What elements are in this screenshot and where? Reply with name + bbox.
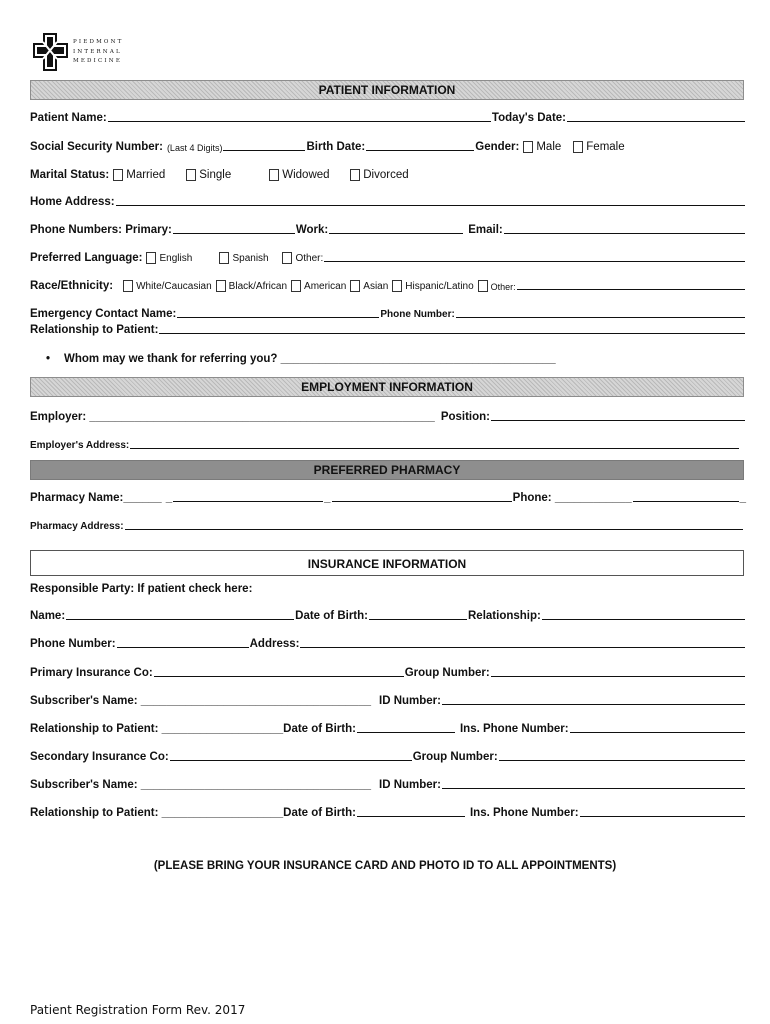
id-number-field[interactable] <box>442 703 745 705</box>
secondary-insurance-field[interactable] <box>170 759 412 761</box>
black-label: Black/African <box>228 281 288 292</box>
section-insurance-information <box>30 550 744 576</box>
ins-phone-2-label: Ins. Phone Number: <box>469 807 579 819</box>
american-checkbox[interactable] <box>291 280 301 292</box>
relationship-to-patient-2-label: Relationship to Patient: ___________________ <box>30 807 284 819</box>
form-footer: Patient Registration Form Rev. 2017 <box>30 1003 246 1017</box>
subscriber-dob-label: Date of Birth: <box>283 723 356 735</box>
primary-insurance-row <box>30 661 746 679</box>
race-ethnicity-label: Race/Ethnicity: <box>30 280 114 292</box>
emergency-phone-label: Phone Number: <box>380 309 455 320</box>
relationship-to-patient-2-row <box>30 801 746 819</box>
secondary-insurance-label: Secondary Insurance Co: <box>30 751 169 763</box>
emergency-contact-label: Emergency Contact Name: <box>30 308 177 320</box>
marital-status-row <box>30 163 746 181</box>
american-label: American <box>304 281 347 292</box>
race-other-label: Other: <box>490 282 516 292</box>
preferred-language-row <box>30 246 746 264</box>
responsible-phone-row <box>30 632 746 650</box>
responsible-relationship-field[interactable] <box>542 618 745 620</box>
id-number-2-field[interactable] <box>442 787 745 789</box>
subscriber-2-row <box>30 773 746 791</box>
birth-date-label: Birth Date: <box>306 141 366 153</box>
gender-female-checkbox[interactable] <box>573 141 583 153</box>
primary-phone-label: Phone Numbers: Primary: <box>30 224 172 236</box>
marital-status-label: Marital Status: <box>30 169 110 181</box>
gender-male-label: Male <box>536 141 562 153</box>
section-title: INSURANCE INFORMATION <box>307 557 467 571</box>
responsible-name-label: Name: <box>30 610 66 622</box>
white-label: White/Caucasian <box>136 281 212 292</box>
referral-label: Whom may we thank for referring you? ___________________________________________ <box>64 353 556 365</box>
divorced-checkbox[interactable] <box>350 169 360 181</box>
section-preferred-pharmacy <box>30 460 744 480</box>
id-number-label: ID Number: <box>379 695 441 707</box>
ssn-label: Social Security Number: <box>30 141 163 153</box>
married-checkbox[interactable] <box>113 169 123 181</box>
pharmacy-phone-label: Phone: ___________ <box>512 492 626 504</box>
relationship-field[interactable] <box>159 332 745 334</box>
birth-date-field[interactable] <box>366 149 474 151</box>
responsible-dob-label: Date of Birth: <box>295 610 368 622</box>
other-language-field[interactable] <box>324 260 745 262</box>
pharmacy-name-field-2[interactable] <box>332 500 512 502</box>
spanish-label: Spanish <box>232 253 269 264</box>
spanish-checkbox[interactable] <box>219 252 229 264</box>
employer-address-field[interactable] <box>130 447 739 449</box>
ssn-field[interactable] <box>223 149 305 151</box>
pharmacy-name-separator: _ <box>165 492 173 504</box>
widowed-label: Widowed <box>282 169 330 181</box>
todays-date-field[interactable] <box>567 120 745 122</box>
single-label: Single <box>199 169 232 181</box>
section-title: EMPLOYMENT INFORMATION <box>301 380 473 394</box>
section-title: PREFERRED PHARMACY <box>313 463 461 477</box>
employer-address-row <box>30 433 740 451</box>
position-field[interactable] <box>491 419 745 421</box>
divorced-label: Divorced <box>363 169 409 181</box>
pharmacy-name-row <box>30 486 746 504</box>
english-checkbox[interactable] <box>146 252 156 264</box>
work-phone-field[interactable] <box>329 232 463 234</box>
employer-address-label: Employer's Address: <box>30 440 130 451</box>
clinic-logo-text: PIEDMONT INTERNAL MEDICINE <box>73 39 124 64</box>
race-ethnicity-row <box>30 274 746 292</box>
gender-female-label: Female <box>586 141 625 153</box>
phone-numbers-row <box>30 218 746 236</box>
preferred-language-label: Preferred Language: <box>30 252 143 264</box>
pharmacy-address-field[interactable] <box>125 528 743 530</box>
race-other-checkbox[interactable] <box>478 280 488 292</box>
primary-insurance-label: Primary Insurance Co: <box>30 667 153 679</box>
race-other-field[interactable] <box>517 288 745 290</box>
subscriber-dob-field[interactable] <box>357 731 455 733</box>
group-number-label: Group Number: <box>404 667 490 679</box>
ins-phone-label: Ins. Phone Number: <box>459 723 569 735</box>
work-phone-label: Work: <box>295 224 329 236</box>
responsible-address-field[interactable] <box>300 646 745 648</box>
responsible-party-row <box>30 577 746 595</box>
employer-row <box>30 405 746 423</box>
responsible-address-label: Address: <box>249 638 300 650</box>
home-address-row <box>30 190 746 208</box>
patient-name-row <box>30 106 746 124</box>
home-address-field[interactable] <box>116 204 745 206</box>
ins-phone-field[interactable] <box>570 731 745 733</box>
ins-phone-2-field[interactable] <box>580 815 745 817</box>
relationship-to-patient-row <box>30 717 746 735</box>
subscriber-name-label: Subscriber's Name: ____________________________________ <box>30 695 371 707</box>
todays-date-label: Today's Date: <box>491 112 566 124</box>
responsible-relationship-label: Relationship: <box>468 610 541 622</box>
white-checkbox[interactable] <box>123 280 133 292</box>
responsible-name-field[interactable] <box>66 618 294 620</box>
position-label: Position: <box>440 411 491 423</box>
other-language-label: Other: <box>295 253 324 264</box>
referral-row <box>46 347 746 365</box>
other-language-checkbox[interactable] <box>282 252 292 264</box>
english-label: English <box>159 253 193 264</box>
pharmacy-phone-end: _ <box>739 492 746 504</box>
pharmacy-name-label: Pharmacy Name:______ <box>30 492 162 504</box>
gender-male-checkbox[interactable] <box>523 141 533 153</box>
home-address-label: Home Address: <box>30 196 115 208</box>
married-label: Married <box>126 169 166 181</box>
widowed-checkbox[interactable] <box>269 169 279 181</box>
pharmacy-name-field[interactable] <box>173 500 323 502</box>
secondary-insurance-row <box>30 745 746 763</box>
responsible-phone-label: Phone Number: <box>30 638 116 650</box>
pharmacy-phone-separator: _ <box>625 492 632 504</box>
hispanic-label: Hispanic/Latino <box>405 281 474 292</box>
patient-name-label: Patient Name: <box>30 112 107 124</box>
subscriber-2-dob-field[interactable] <box>357 815 465 817</box>
responsible-dob-field[interactable] <box>369 618 467 620</box>
asian-label: Asian <box>363 281 389 292</box>
responsible-phone-field[interactable] <box>117 646 249 648</box>
id-number-2-label: ID Number: <box>379 779 441 791</box>
group-number-2-field[interactable] <box>499 759 745 761</box>
relationship-label: Relationship to Patient: <box>30 324 159 336</box>
responsible-name-row <box>30 604 746 622</box>
patient-name-field[interactable] <box>108 120 491 122</box>
section-employment-information <box>30 377 744 397</box>
gender-label: Gender: <box>475 141 520 153</box>
ssn-row <box>30 135 746 153</box>
relationship-to-patient-label: Relationship to Patient: ___________________ <box>30 723 284 735</box>
pharmacy-address-label: Pharmacy Address: <box>30 521 124 532</box>
subscriber-2-name-label: Subscriber's Name: ____________________________________ <box>30 779 371 791</box>
relationship-row <box>30 318 746 336</box>
pharmacy-name-separator-2: _ <box>324 492 331 504</box>
employer-label: Employer: ______________________________________________________ <box>30 411 435 423</box>
group-number-2-label: Group Number: <box>412 751 498 763</box>
primary-insurance-field[interactable] <box>154 675 404 677</box>
email-label: Email: <box>468 224 503 236</box>
subscriber-row <box>30 689 746 707</box>
section-title: PATIENT INFORMATION <box>318 83 456 97</box>
bullet-icon: • <box>46 353 51 365</box>
section-patient-information <box>30 80 744 100</box>
primary-phone-field[interactable] <box>173 232 295 234</box>
asian-checkbox[interactable] <box>350 280 360 292</box>
appointment-notice: (PLEASE BRING YOUR INSURANCE CARD AND PHOTO ID TO ALL APPOINTMENTS) <box>153 860 617 872</box>
email-field[interactable] <box>504 232 745 234</box>
subscriber-2-dob-label: Date of Birth: <box>283 807 356 819</box>
group-number-field[interactable] <box>491 675 745 677</box>
hispanic-checkbox[interactable] <box>392 280 402 292</box>
single-checkbox[interactable] <box>186 169 196 181</box>
responsible-party-label: Responsible Party: If patient check here: <box>30 583 253 595</box>
pharmacy-phone-field[interactable] <box>633 500 739 502</box>
black-checkbox[interactable] <box>216 280 226 292</box>
ssn-hint: (Last 4 Digits) <box>166 143 223 153</box>
pharmacy-address-row <box>30 514 744 532</box>
